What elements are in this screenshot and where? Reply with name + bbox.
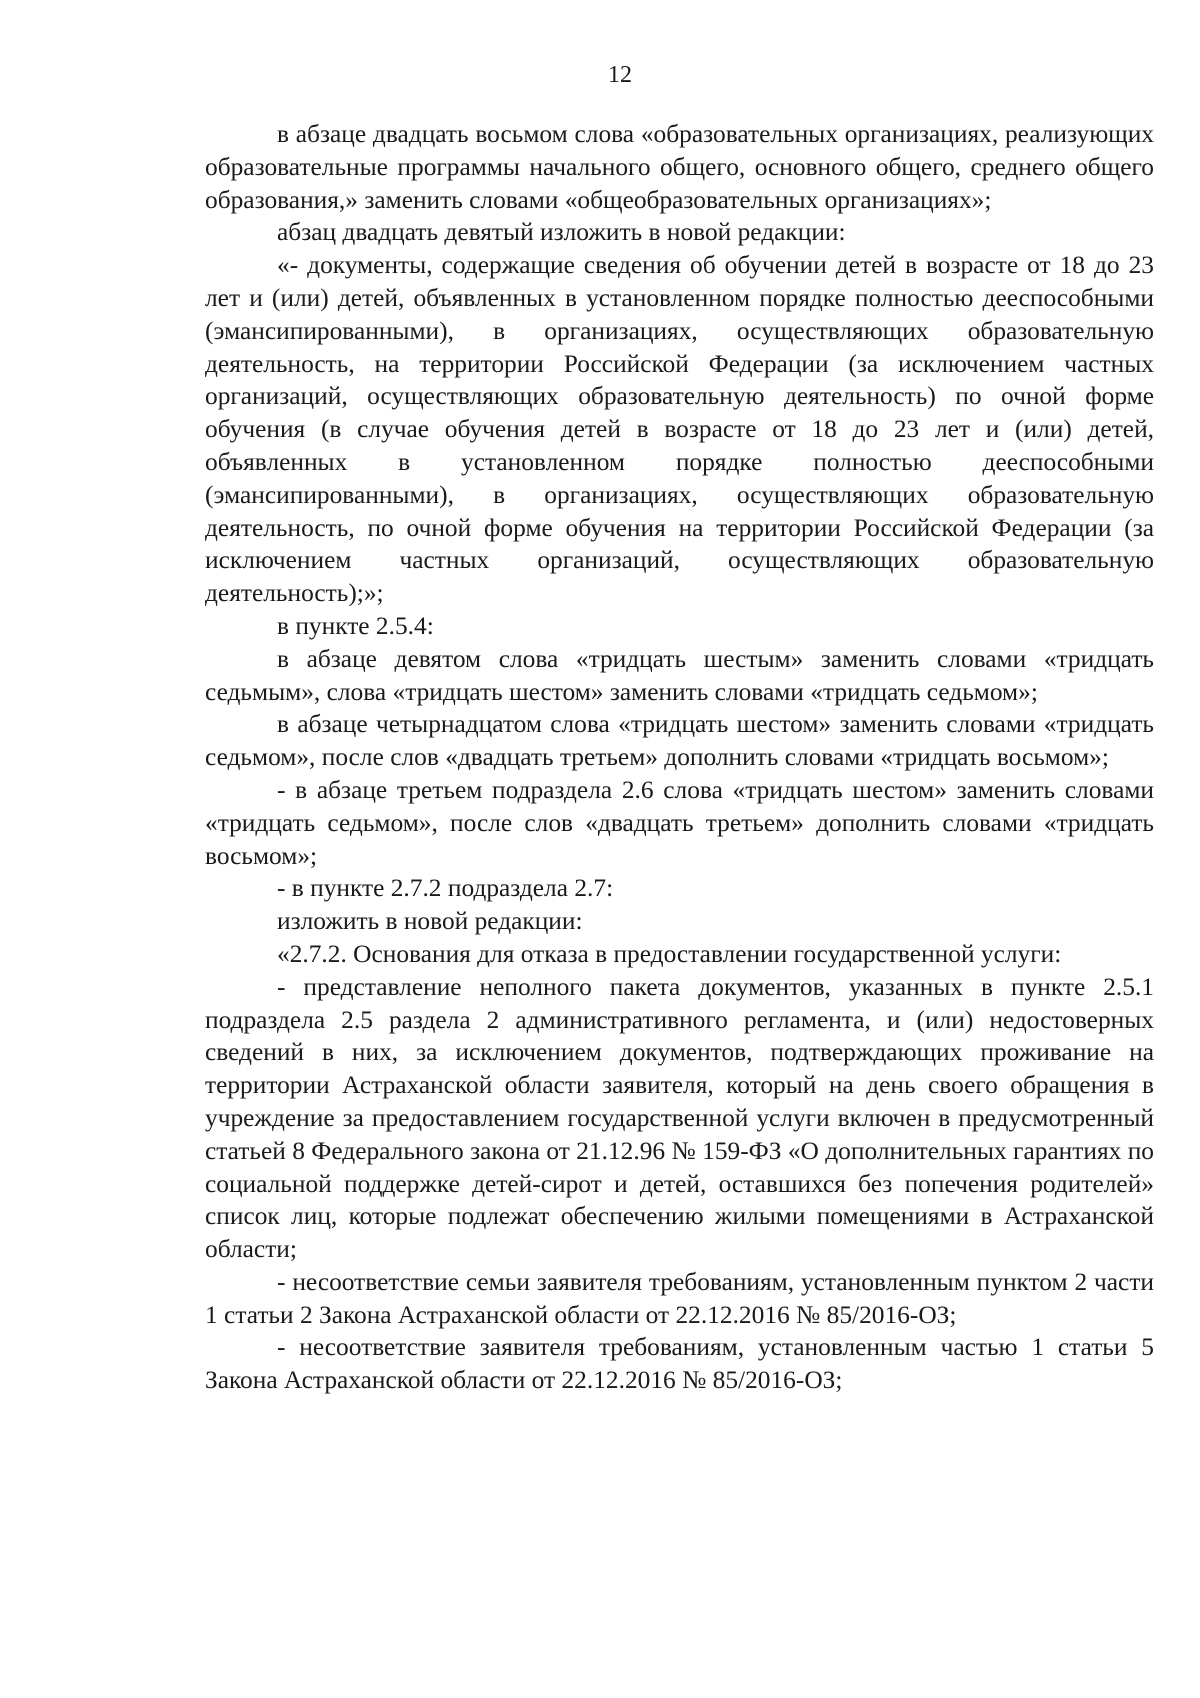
paragraph-abzac-14: в абзаце четырнадцатом слова «тридцать шестом» заменить словами «тридцать седьмом», после слов «двадцать третьем» дополнить словами «тридцать восьмом»; xyxy=(205,710,1154,772)
paragraph-new-edition: изложить в новой редакции: xyxy=(277,907,583,936)
paragraph-punkt-2-5-4: в пункте 2.5.4: xyxy=(277,611,434,640)
paragraph-refusal-incomplete-docs: - представление неполного пакета документов, указанных в пункте 2.5.1 подраздела 2.5 раздела 2 административного регламента, и (или) недостоверных сведений в них, за исключением документов, подтверждающих проживание на территории Астраханской области заявителя, который на день своего обращения в учреждение за предоставлением государственной услуги включен в предусмотренный статьей 8 Федерального закона от 21.12.96 № 159-ФЗ «О дополнительных гарантиях по социальной поддержке детей-сирот и детей, оставшихся без попечения родителей» список лиц, которые подлежат обеспечению жилыми помещениями в Астраханской области; xyxy=(205,972,1154,1264)
paragraph-2-7-2-heading: «2.7.2. Основания для отказа в предоставлении государственной услуги: xyxy=(277,939,1062,968)
paragraph-podrazdel-2-6: - в абзаце третьем подраздела 2.6 слова «тридцать шестом» заменить словами «тридцать седьмом», после слов «двадцать третьем» дополнить словами «тридцать восьмом»; xyxy=(205,775,1154,870)
paragraph-documents-quote: «- документы, содержащие сведения об обучении детей в возрасте от 18 до 23 лет и (или) детей, объявленных в установленном порядке полностью дееспособными (эмансипированными), в организациях, осуществляющих образовательную деятельность, на территории Российской Федерации (за исключением частных организаций, осуществляющих образовательную деятельность) по очной форме обучения (в случае обучения детей в возрасте от 18 до 23 лет и (или) детей, объявленных в установленном порядке полностью дееспособными (эмансипированными), в организациях, осуществляющих образовательную деятельность, по очной форме обучения на территории Российской Федерации (за исключением частных организаций, осуществляющих образовательную деятельность);»; xyxy=(205,251,1154,608)
document-body xyxy=(205,118,1154,1397)
paragraph-abzac-29-intro: абзац двадцать девятый изложить в новой редакции: xyxy=(277,218,846,247)
paragraph-refusal-family: - несоответствие семьи заявителя требованиям, установленным пунктом 2 части 1 статьи 2 Закона Астраханской области от 22.12.2016 № 85/2016-ОЗ; xyxy=(205,1267,1154,1329)
paragraph-punkt-2-7-2: - в пункте 2.7.2 подраздела 2.7: xyxy=(277,874,614,903)
paragraph-abzac-28: в абзаце двадцать восьмом слова «образовательных организациях, реализующих образовательные программы начального общего, основного общего, среднего общего образования,» заменить словами «общеобразовательных организациях»; xyxy=(205,120,1154,214)
paragraph-refusal-applicant: - несоответствие заявителя требованиям, установленным частью 1 статьи 5 Закона Астраханской области от 22.12.2016 № 85/2016-ОЗ; xyxy=(205,1333,1154,1395)
page-number: 12 xyxy=(608,62,632,88)
paragraph-abzac-9: в абзаце девятом слова «тридцать шестым» заменить словами «тридцать седьмым», слова «тридцать шестом» заменить словами «тридцать седьмом»; xyxy=(205,644,1154,706)
